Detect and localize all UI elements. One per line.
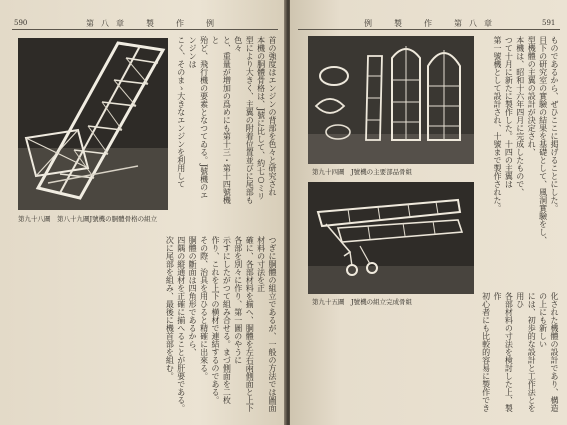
text-line: と、重量が増加の爲めにも第十三・第十四號機と — [210, 36, 232, 204]
text-line: 型機體の主翼の設計が決定され、 — [527, 36, 537, 156]
right-running-head: 例 製 作 第八章 — [364, 19, 499, 28]
text-line: 四隅の縦通材を正確に揃へることが肝要である。 — [176, 236, 186, 412]
text-line: つて十月に新たに製作した。十四の主翼は — [504, 36, 514, 188]
left-header-rule — [12, 29, 278, 30]
text-line: 型により大きく、主翼の附着位置並びに尾部も色々 — [233, 36, 255, 204]
text-line: 殆ど、飛行機の要素となつてゐる。J號機のエンジンは — [188, 36, 209, 200]
text-line: 次に尾部を組み、最後に機首部を組む。 — [165, 236, 175, 380]
text-line: 本機は、昭和十六年四月に完成したもので、 — [515, 36, 525, 196]
text-line: つぎに胴體の組立であるが、一般の方法では圖面材料の寸法を正 — [256, 236, 277, 412]
text-line: 胴體の斷面は四角形であるから、 — [188, 236, 198, 356]
right-column-text — [480, 36, 560, 286]
text-line: 初心者にも比較的容易に製作でき — [481, 292, 491, 412]
fuselage-frame-illustration — [18, 38, 168, 210]
right-page-number: 591 — [542, 19, 556, 27]
text-line: 各部を別々に作り、第一圖のやうに — [233, 236, 243, 364]
text-line: 目下の研究室の實驗の結果を基礎として、風洞實驗をし、 — [538, 36, 548, 244]
assembled-plane-illustration — [308, 182, 474, 294]
right-header-rule — [298, 29, 560, 30]
right-page — [290, 0, 567, 425]
text-line: 本機の胴體骨格は、J號に比して、約七○ミリ — [256, 36, 266, 201]
assembled-plane-photo — [308, 182, 474, 294]
wing-parts-photo — [308, 36, 474, 164]
text-line: 作り、これを上下の横材で連結するのである。 — [210, 236, 220, 404]
text-line: 第一號機として設計され、十號まで製作された。 — [492, 36, 502, 212]
right-lower-text — [480, 292, 560, 418]
text-line: には、初歩的な設計と工作法とを用ひ — [515, 292, 537, 412]
text-line: その際、治具を用ひると精確に出來る。 — [199, 236, 209, 380]
text-line: こく、そのまゝ大きなエンジンを利用して — [176, 36, 186, 188]
text-line: ものであるから、ぜひここに掲げることにした。 — [550, 36, 559, 212]
left-page-number: 590 — [14, 19, 28, 27]
left-running-head: 第八章 製 作 例 — [86, 19, 221, 28]
left-figure-caption: 第九十八圖 第八十九圖J號機の胴體骨格の組立 — [18, 215, 158, 223]
text-line: 各部材料の寸法を検討した上、製作 — [492, 292, 514, 412]
text-line: 示すにしたがつて組み合せる。まづ側面を二枚 — [222, 236, 232, 404]
text-line: 化された機體の設計であり、構造の上にも新しい — [538, 292, 559, 412]
wing-parts-illustration — [308, 36, 474, 164]
left-lower-text — [14, 236, 278, 416]
text-line: 確に、各部材料を揃へ、胴體を左右兩側面と上下 — [245, 236, 255, 412]
right-bottom-figure-caption: 第九十五圖 J號機の組立完成骨組 — [312, 298, 413, 306]
right-top-figure-caption: 第九十四圖 J號機の主要部品骨組 — [312, 168, 413, 176]
fuselage-frame-photo — [18, 38, 168, 210]
left-upper-text — [174, 36, 278, 206]
text-line: 首の強度はエンジンの背部を色々と研究され — [268, 36, 277, 196]
